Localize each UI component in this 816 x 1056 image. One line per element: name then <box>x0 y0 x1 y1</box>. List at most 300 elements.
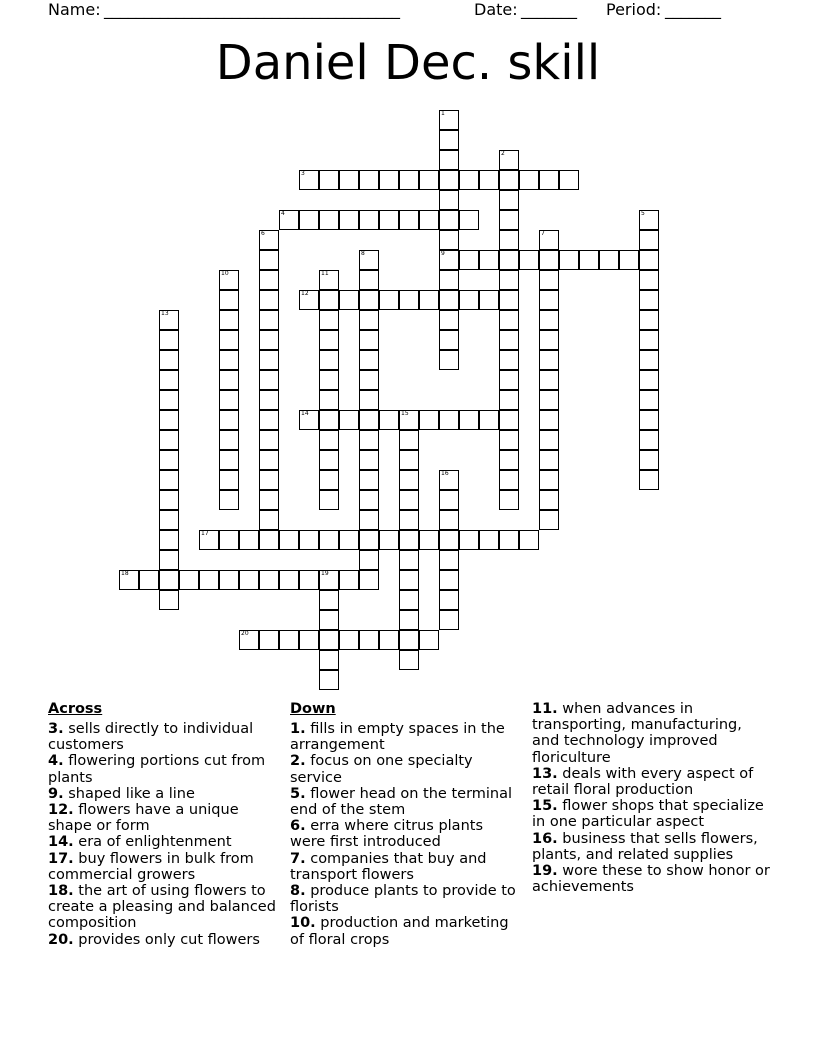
grid-cell[interactable] <box>599 250 619 270</box>
clue-number-label: 2 <box>501 150 505 157</box>
grid-cell[interactable] <box>519 250 539 270</box>
grid-cell[interactable] <box>439 330 459 350</box>
page-title: Daniel Dec. skill <box>215 35 601 91</box>
grid-cell[interactable] <box>439 150 459 170</box>
clue-number: 11. <box>532 701 558 717</box>
grid-cell[interactable] <box>359 550 379 570</box>
grid-cell[interactable] <box>399 590 419 610</box>
grid-cell[interactable] <box>219 470 239 490</box>
clue-number: 16. <box>532 830 558 847</box>
grid-cell[interactable] <box>399 450 419 470</box>
grid-cell[interactable] <box>219 370 239 390</box>
grid-cell[interactable] <box>439 210 459 230</box>
grid-cell[interactable] <box>539 390 559 410</box>
grid-cell[interactable] <box>639 430 659 450</box>
grid-cell[interactable] <box>319 330 339 350</box>
grid-cell[interactable] <box>359 470 379 490</box>
grid-cell[interactable] <box>219 410 239 430</box>
clue-text: flower shops that specialize in one particular aspect <box>532 798 764 831</box>
down-clues-continued <box>532 701 772 895</box>
grid-cell[interactable] <box>319 650 339 670</box>
clue-text: provides only cut flowers <box>73 931 260 948</box>
grid-cell[interactable] <box>639 450 659 470</box>
clue-number: 8. <box>290 883 306 900</box>
grid-cell[interactable] <box>359 510 379 530</box>
clue-item <box>290 818 522 850</box>
grid-cell[interactable] <box>319 390 339 410</box>
grid-cell[interactable] <box>339 630 359 650</box>
grid-cell[interactable] <box>479 290 499 310</box>
clue-item <box>532 798 772 830</box>
down-clue-list <box>290 721 522 948</box>
grid-cell[interactable] <box>539 270 559 290</box>
grid-cell[interactable] <box>159 490 179 510</box>
grid-cell[interactable] <box>539 450 559 470</box>
grid-cell[interactable] <box>219 530 239 550</box>
grid-cell[interactable] <box>259 350 279 370</box>
name-label: Name: <box>48 0 101 19</box>
grid-cell[interactable] <box>259 510 279 530</box>
grid-cell[interactable] <box>319 470 339 490</box>
grid-cell[interactable] <box>299 210 319 230</box>
grid-cell[interactable] <box>639 230 659 250</box>
grid-cell[interactable] <box>319 490 339 510</box>
clue-number: 19. <box>532 863 558 880</box>
grid-cell[interactable] <box>439 350 459 370</box>
grid-cell[interactable] <box>639 270 659 290</box>
grid-cell[interactable] <box>359 290 379 310</box>
clue-number: 18. <box>48 883 74 900</box>
grid-cell[interactable] <box>379 410 399 430</box>
clue-number-label: 16 <box>441 470 449 477</box>
clue-item <box>290 851 522 883</box>
clue-item <box>48 883 280 932</box>
grid-cell[interactable] <box>379 290 399 310</box>
clue-item <box>48 834 280 850</box>
grid-cell[interactable] <box>439 570 459 590</box>
grid-cell[interactable] <box>219 290 239 310</box>
grid-cell[interactable] <box>319 450 339 470</box>
grid-cell[interactable] <box>639 370 659 390</box>
grid-cell[interactable] <box>359 450 379 470</box>
grid-cell[interactable] <box>539 370 559 390</box>
clue-number: 10. <box>290 915 316 932</box>
grid-cell[interactable] <box>319 610 339 630</box>
grid-cell[interactable] <box>259 330 279 350</box>
across-clue-list <box>48 721 280 948</box>
clue-number: 17. <box>48 850 74 867</box>
grid-cell[interactable] <box>499 530 519 550</box>
clue-number: 3. <box>48 721 64 737</box>
grid-cell[interactable] <box>159 450 179 470</box>
grid-cell[interactable] <box>559 170 579 190</box>
grid-cell[interactable] <box>159 590 179 610</box>
grid-cell[interactable] <box>339 530 359 550</box>
clue-item <box>48 753 280 785</box>
clue-text: companies that buy and transport flowers <box>290 850 487 883</box>
grid-cell[interactable] <box>259 490 279 510</box>
grid-cell[interactable] <box>219 330 239 350</box>
grid-cell[interactable] <box>499 330 519 350</box>
grid-cell[interactable] <box>319 170 339 190</box>
grid-cell[interactable] <box>399 630 419 650</box>
down-clues <box>290 701 522 948</box>
grid-cell[interactable] <box>639 290 659 310</box>
grid-cell[interactable] <box>259 530 279 550</box>
grid-cell[interactable] <box>359 490 379 510</box>
grid-cell[interactable] <box>419 630 439 650</box>
clue-item <box>290 721 522 753</box>
clue-number: 6. <box>290 818 306 835</box>
clue-text: era of enlightenment <box>73 834 232 851</box>
grid-cell[interactable] <box>499 450 519 470</box>
clue-number-label: 1 <box>441 110 445 117</box>
grid-cell[interactable] <box>379 530 399 550</box>
grid-cell[interactable] <box>259 390 279 410</box>
clue-text: the art of using flowers to create a pleasing and balanced composition <box>48 883 276 932</box>
grid-cell[interactable] <box>499 430 519 450</box>
grid-cell[interactable] <box>259 290 279 310</box>
grid-cell[interactable] <box>259 270 279 290</box>
clue-number-label: 18 <box>121 570 129 577</box>
grid-cell[interactable] <box>539 410 559 430</box>
grid-cell[interactable] <box>339 170 359 190</box>
grid-cell[interactable] <box>439 530 459 550</box>
grid-cell[interactable] <box>419 410 439 430</box>
grid-cell[interactable] <box>499 270 519 290</box>
grid-cell[interactable] <box>159 330 179 350</box>
clue-text: produce plants to provide to florists <box>290 883 516 916</box>
grid-cell[interactable] <box>159 530 179 550</box>
grid-cell[interactable] <box>359 330 379 350</box>
grid-cell[interactable] <box>439 270 459 290</box>
grid-cell[interactable] <box>319 430 339 450</box>
grid-cell[interactable] <box>539 350 559 370</box>
clue-number-label: 9 <box>441 250 445 257</box>
clue-text: production and marketing of floral crops <box>290 915 509 948</box>
grid-cell[interactable] <box>399 170 419 190</box>
grid-cell[interactable] <box>539 490 559 510</box>
grid-cell[interactable] <box>399 570 419 590</box>
grid-cell[interactable] <box>359 390 379 410</box>
clue-number-label: 6 <box>261 230 265 237</box>
grid-cell[interactable] <box>299 630 319 650</box>
grid-cell[interactable] <box>359 570 379 590</box>
clue-number: 12. <box>48 802 74 819</box>
grid-cell[interactable] <box>539 250 559 270</box>
grid-cell[interactable] <box>379 170 399 190</box>
grid-cell[interactable] <box>499 230 519 250</box>
clue-text: flowering portions cut from plants <box>48 753 266 786</box>
clue-item <box>48 802 280 834</box>
grid-cell[interactable] <box>639 410 659 430</box>
grid-cell[interactable] <box>359 530 379 550</box>
grid-cell[interactable] <box>339 290 359 310</box>
grid-cell[interactable] <box>459 170 479 190</box>
grid-cell[interactable] <box>399 610 419 630</box>
period-blank[interactable]: _______ <box>665 0 721 19</box>
grid-cell[interactable] <box>479 250 499 270</box>
grid-cell[interactable] <box>359 270 379 290</box>
grid-cell[interactable] <box>499 490 519 510</box>
grid-cell[interactable] <box>319 370 339 390</box>
grid-cell[interactable] <box>499 390 519 410</box>
down-clue-list-continued <box>532 701 772 895</box>
grid-cell[interactable] <box>499 170 519 190</box>
clue-item <box>48 851 280 883</box>
grid-cell[interactable] <box>499 290 519 310</box>
grid-cell[interactable] <box>339 410 359 430</box>
grid-cell[interactable] <box>399 530 419 550</box>
clue-number: 14. <box>48 834 74 851</box>
grid-cell[interactable] <box>639 470 659 490</box>
grid-cell[interactable] <box>219 490 239 510</box>
clue-number: 5. <box>290 785 306 802</box>
grid-cell[interactable] <box>179 570 199 590</box>
grid-cell[interactable] <box>359 370 379 390</box>
grid-cell[interactable] <box>399 650 419 670</box>
grid-cell[interactable] <box>199 570 219 590</box>
grid-cell[interactable] <box>219 390 239 410</box>
clue-number: 2. <box>290 753 306 770</box>
grid-cell[interactable] <box>479 410 499 430</box>
grid-cell[interactable] <box>219 350 239 370</box>
clue-item <box>290 753 522 785</box>
grid-cell[interactable] <box>259 370 279 390</box>
grid-cell[interactable] <box>639 330 659 350</box>
grid-cell[interactable] <box>499 210 519 230</box>
clue-number-label: 8 <box>361 250 365 257</box>
grid-cell[interactable] <box>339 570 359 590</box>
grid-cell[interactable] <box>439 170 459 190</box>
grid-cell[interactable] <box>539 170 559 190</box>
across-clues <box>48 701 280 948</box>
grid-cell[interactable] <box>159 510 179 530</box>
grid-cell[interactable] <box>439 190 459 210</box>
clue-number-label: 4 <box>281 210 285 217</box>
clue-text: flowers have a unique shape or form <box>48 802 239 835</box>
grid-cell[interactable] <box>459 210 479 230</box>
clue-number-label: 15 <box>401 410 409 417</box>
grid-cell[interactable] <box>459 250 479 270</box>
grid-cell[interactable] <box>419 170 439 190</box>
grid-cell[interactable] <box>459 410 479 430</box>
clue-number-label: 20 <box>241 630 249 637</box>
grid-cell[interactable] <box>359 630 379 650</box>
clue-text: wore these to show honor or achievements <box>532 863 770 896</box>
clue-number-label: 10 <box>221 270 229 277</box>
clue-text: business that sells flowers, plants, and related supplies <box>532 830 758 863</box>
grid-cell[interactable] <box>519 170 539 190</box>
grid-cell[interactable] <box>539 430 559 450</box>
grid-cell[interactable] <box>159 570 179 590</box>
grid-cell[interactable] <box>499 470 519 490</box>
grid-cell[interactable] <box>439 290 459 310</box>
grid-cell[interactable] <box>439 310 459 330</box>
grid-cell[interactable] <box>359 430 379 450</box>
grid-cell[interactable] <box>439 230 459 250</box>
grid-cell[interactable] <box>619 250 639 270</box>
grid-cell[interactable] <box>399 430 419 450</box>
grid-cell[interactable] <box>139 570 159 590</box>
grid-cell[interactable] <box>479 530 499 550</box>
grid-cell[interactable] <box>499 410 519 430</box>
grid-cell[interactable] <box>259 470 279 490</box>
grid-cell[interactable] <box>459 530 479 550</box>
grid-cell[interactable] <box>639 350 659 370</box>
grid-cell[interactable] <box>479 170 499 190</box>
clue-text: flower head on the terminal end of the stem <box>290 785 513 819</box>
clue-number-label: 12 <box>301 290 309 297</box>
grid-cell[interactable] <box>279 630 299 650</box>
grid-cell[interactable] <box>159 550 179 570</box>
clue-number: 20. <box>48 931 74 948</box>
grid-cell[interactable] <box>419 530 439 550</box>
grid-cell[interactable] <box>399 210 419 230</box>
grid-cell[interactable] <box>539 290 559 310</box>
grid-cell[interactable] <box>239 530 259 550</box>
grid-cell[interactable] <box>439 410 459 430</box>
grid-cell[interactable] <box>159 430 179 450</box>
name-blank[interactable]: _____________________________________ <box>104 0 400 19</box>
grid-cell[interactable] <box>359 210 379 230</box>
grid-cell[interactable] <box>459 290 479 310</box>
clue-number-label: 5 <box>641 210 645 217</box>
grid-cell[interactable] <box>539 470 559 490</box>
grid-cell[interactable] <box>159 370 179 390</box>
grid-cell[interactable] <box>339 210 359 230</box>
clue-text: buy flowers in bulk from commercial growers <box>48 850 254 883</box>
grid-cell[interactable] <box>159 470 179 490</box>
grid-cell[interactable] <box>259 570 279 590</box>
grid-cell[interactable] <box>159 350 179 370</box>
grid-cell[interactable] <box>279 530 299 550</box>
clue-text: sells directly to individual customers <box>48 721 254 754</box>
grid-cell[interactable] <box>419 210 439 230</box>
date-blank[interactable]: _______ <box>521 0 577 19</box>
grid-cell[interactable] <box>319 670 339 690</box>
clue-item <box>48 932 280 948</box>
grid-cell[interactable] <box>319 210 339 230</box>
grid-cell[interactable] <box>359 310 379 330</box>
grid-cell[interactable] <box>359 170 379 190</box>
grid-cell[interactable] <box>539 310 559 330</box>
grid-cell[interactable] <box>319 530 339 550</box>
date-label: Date: <box>474 0 518 19</box>
clue-number: 9. <box>48 785 64 802</box>
grid-cell[interactable] <box>499 370 519 390</box>
across-heading: Across <box>48 701 103 717</box>
grid-cell[interactable] <box>639 390 659 410</box>
grid-cell[interactable] <box>319 290 339 310</box>
clue-number-label: 17 <box>201 530 209 537</box>
grid-cell[interactable] <box>419 290 439 310</box>
grid-cell[interactable] <box>219 310 239 330</box>
clue-text: when advances in transporting, manufacturing, and technology improved floriculture <box>532 701 742 766</box>
grid-cell[interactable] <box>499 190 519 210</box>
grid-cell[interactable] <box>539 330 559 350</box>
grid-cell[interactable] <box>259 310 279 330</box>
grid-cell[interactable] <box>579 250 599 270</box>
grid-cell[interactable] <box>219 570 239 590</box>
clue-number-label: 19 <box>321 570 329 577</box>
grid-cell[interactable] <box>439 610 459 630</box>
clue-number-label: 11 <box>321 270 329 277</box>
clue-item <box>532 766 772 798</box>
clue-text: erra where citrus plants were first introduced <box>290 818 483 851</box>
clue-number: 4. <box>48 753 64 770</box>
grid-cell[interactable] <box>639 310 659 330</box>
grid-cell[interactable] <box>219 450 239 470</box>
clue-number: 13. <box>532 765 558 782</box>
grid-cell[interactable] <box>319 590 339 610</box>
clue-number: 1. <box>290 721 306 737</box>
grid-cell[interactable] <box>499 350 519 370</box>
grid-cell[interactable] <box>239 570 259 590</box>
grid-cell[interactable] <box>399 290 419 310</box>
clue-item <box>290 883 522 915</box>
clue-text: fills in empty spaces in the arrangement <box>290 721 505 754</box>
clue-number-label: 13 <box>161 310 169 317</box>
grid-cell[interactable] <box>439 510 459 530</box>
clue-number-label: 14 <box>301 410 309 417</box>
clue-item <box>290 786 522 818</box>
grid-cell[interactable] <box>219 430 239 450</box>
clue-number-label: 3 <box>301 170 305 177</box>
grid-cell[interactable] <box>439 130 459 150</box>
clue-number: 7. <box>290 850 306 867</box>
grid-cell[interactable] <box>399 470 419 490</box>
grid-cell[interactable] <box>379 210 399 230</box>
down-heading: Down <box>290 701 336 717</box>
grid-cell[interactable] <box>319 410 339 430</box>
grid-cell[interactable] <box>259 430 279 450</box>
grid-cell[interactable] <box>259 410 279 430</box>
grid-cell[interactable] <box>439 590 459 610</box>
grid-cell[interactable] <box>439 490 459 510</box>
grid-cell[interactable] <box>159 410 179 430</box>
grid-cell[interactable] <box>399 510 419 530</box>
grid-cell[interactable] <box>299 570 319 590</box>
grid-cell[interactable] <box>359 410 379 430</box>
grid-cell[interactable] <box>559 250 579 270</box>
clue-number: 15. <box>532 798 558 815</box>
grid-cell[interactable] <box>639 250 659 270</box>
clue-item <box>48 786 280 802</box>
grid-cell[interactable] <box>299 530 319 550</box>
grid-cell[interactable] <box>259 450 279 470</box>
grid-cell[interactable] <box>259 630 279 650</box>
clue-item <box>290 915 522 947</box>
grid-cell[interactable] <box>399 550 419 570</box>
grid-cell[interactable] <box>159 390 179 410</box>
clue-text: shaped like a line <box>63 785 195 802</box>
grid-cell[interactable] <box>279 570 299 590</box>
grid-cell[interactable] <box>319 630 339 650</box>
grid-cell[interactable] <box>379 630 399 650</box>
grid-cell[interactable] <box>259 250 279 270</box>
grid-cell[interactable] <box>499 310 519 330</box>
grid-cell[interactable] <box>499 250 519 270</box>
grid-cell[interactable] <box>439 550 459 570</box>
grid-cell[interactable] <box>359 350 379 370</box>
grid-cell[interactable] <box>519 530 539 550</box>
grid-cell[interactable] <box>399 490 419 510</box>
grid-cell[interactable] <box>539 510 559 530</box>
clue-item <box>532 863 772 895</box>
grid-cell[interactable] <box>319 350 339 370</box>
grid-cell[interactable] <box>319 310 339 330</box>
